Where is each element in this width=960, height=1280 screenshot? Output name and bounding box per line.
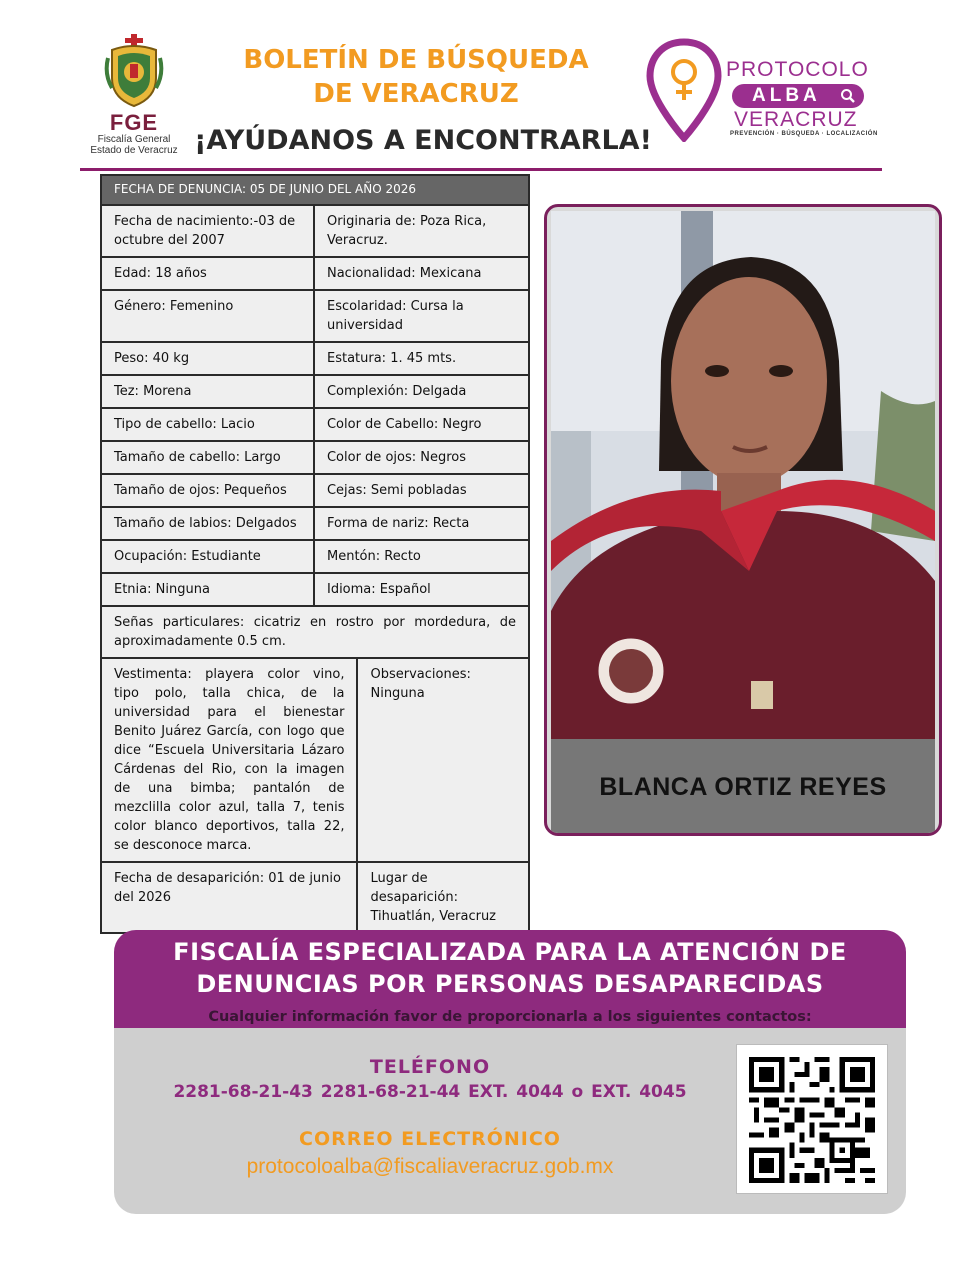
bulletin-title-line2: DE VERACRUZ (313, 79, 519, 109)
eye-color-cell: Color de ojos: Negros (314, 441, 529, 474)
fiscalia-title-line1: FISCALÍA ESPECIALIZADA PARA LA ATENCIÓN DE (173, 938, 847, 966)
alba-word: ALBA (752, 85, 821, 106)
observations-cell: Observaciones: Ninguna (357, 658, 529, 862)
fge-name-line2: Estado de Veracruz (90, 145, 178, 156)
table-row (101, 658, 529, 862)
header-divider (80, 168, 882, 171)
fge-name (82, 134, 186, 156)
fge-acronym: FGE (109, 110, 159, 135)
hair-length-cell: Tamaño de cabello: Largo (101, 441, 314, 474)
eye-size-cell: Tamaño de ojos: Pequeños (101, 474, 314, 507)
table-row (101, 408, 529, 441)
missing-person-photo-card (544, 204, 942, 836)
language-cell: Idioma: Español (314, 573, 529, 606)
report-date-row (101, 175, 529, 205)
table-row (101, 342, 529, 375)
table-row (101, 606, 529, 658)
missing-person-photo (551, 211, 935, 739)
origin-cell: Originaria de: Poza Rica, Veracruz. (314, 205, 529, 257)
table-row (101, 375, 529, 408)
info-request-text: Cualquier información favor de proporcionarla a los siguientes contactos: (208, 1009, 812, 1025)
fiscalia-title-line2: DENUNCIAS POR PERSONAS DESAPARECIDAS (196, 970, 824, 998)
distinguishing-marks-cell: Señas particulares: cicatriz en rostro por mordedura, de aproximadamente 0.5 cm. (101, 606, 529, 658)
contact-box (114, 1028, 906, 1214)
phone-label: TELÉFONO (369, 1056, 491, 1078)
bulletin-subtitle: ¡AYÚDANOS A ENCONTRARLA! (194, 125, 652, 156)
alba-state-label: VERACRUZ (734, 108, 858, 131)
fge-name-line1: Fiscalía General (97, 134, 171, 145)
clothing-cell: Vestimenta: playera color vino, tipo polo, talla chica, de la universidad para el bienestar Benito Juárez García, con logo que dice “Escuela Universitaria Lázaro Cárdenas del Rio, con la imagen de una bimba; pantalón de mezclilla color azul, talla 7, tenis color blanco deportivos, talla 22, se desconoce marca. (101, 658, 357, 862)
protocolo-alba-pin-icon (644, 38, 724, 142)
report-date-value: 05 DE JUNIO DEL AÑO 2026 (249, 182, 417, 196)
table-row (101, 205, 529, 257)
ethnicity-cell: Etnia: Ninguna (101, 573, 314, 606)
table-row (101, 257, 529, 290)
disappearance-place-cell: Lugar de desaparición: Tihuatlán, Veracruz (357, 862, 529, 933)
missing-person-info-table (100, 174, 530, 934)
eyebrows-cell: Cejas: Semi pobladas (314, 474, 529, 507)
alba-tagline: PREVENCIÓN · BÚSQUEDA · LOCALIZACIÓN (730, 131, 878, 137)
bulletin-title-line1: BOLETÍN DE BÚSQUEDA (243, 45, 589, 75)
occupation-cell: Ocupación: Estudiante (101, 540, 314, 573)
table-row (101, 573, 529, 606)
table-row (101, 441, 529, 474)
complexion-tone-cell: Tez: Morena (101, 375, 314, 408)
search-icon (840, 88, 856, 104)
table-row (101, 474, 529, 507)
disappearance-date-cell: Fecha de desaparición: 01 de junio del 2026 (101, 862, 357, 933)
birth-date-cell: Fecha de nacimiento:-03 de octubre del 2007 (101, 205, 314, 257)
hair-color-cell: Color de Cabello: Negro (314, 408, 529, 441)
fiscalia-banner (114, 930, 906, 1028)
nose-shape-cell: Forma de nariz: Recta (314, 507, 529, 540)
weight-cell: Peso: 40 kg (101, 342, 314, 375)
table-row (101, 290, 529, 342)
veracruz-coat-of-arms-icon (104, 34, 164, 108)
alba-pill (732, 84, 864, 108)
qr-code[interactable] (736, 1044, 888, 1194)
alba-protocolo-label: PROTOCOLO (726, 58, 869, 81)
fge-logo (82, 34, 186, 158)
height-cell: Estatura: 1. 45 mts. (314, 342, 529, 375)
table-row (101, 862, 529, 933)
table-row (101, 540, 529, 573)
hair-type-cell: Tipo de cabello: Lacio (101, 408, 314, 441)
phone-numbers[interactable]: 2281-68-21-43 2281-68-21-44 EXT. 4044 o EXT. 4045 (173, 1082, 687, 1102)
qr-code-icon (749, 1057, 875, 1183)
person-name: BLANCA ORTIZ REYES (599, 773, 887, 801)
nationality-cell: Nacionalidad: Mexicana (314, 257, 529, 290)
schooling-cell: Escolaridad: Cursa la universidad (314, 290, 529, 342)
email-link[interactable]: protocoloalba@fiscaliaveracruz.gob.mx (246, 1155, 614, 1178)
report-date-label: FECHA DE DENUNCIA: (114, 182, 250, 196)
email-label: CORREO ELECTRÓNICO (299, 1128, 561, 1150)
age-cell: Edad: 18 años (101, 257, 314, 290)
table-row (101, 507, 529, 540)
gender-cell: Género: Femenino (101, 290, 314, 342)
build-cell: Complexión: Delgada (314, 375, 529, 408)
person-name-band (551, 739, 935, 833)
lip-size-cell: Tamaño de labios: Delgados (101, 507, 314, 540)
chin-cell: Mentón: Recto (314, 540, 529, 573)
report-date-cell (101, 175, 529, 205)
